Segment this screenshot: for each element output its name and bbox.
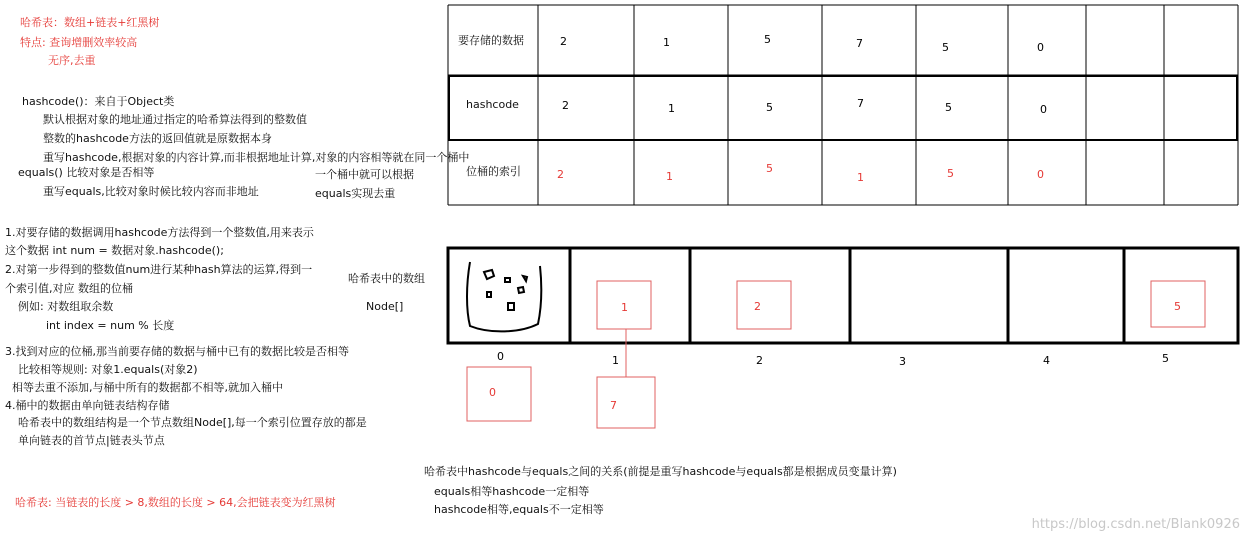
array-index: 2 <box>756 354 763 367</box>
array-label: 哈希表中的数组 <box>348 272 425 285</box>
step3-line3: 相等去重不添加,与桶中所有的数据都不相等,就加入桶中 <box>12 381 283 394</box>
step2-code: int index = num % 长度 <box>46 319 175 332</box>
node-boxes <box>467 281 1205 428</box>
data-cell: 0 <box>1037 41 1044 54</box>
index-cell: 5 <box>766 162 773 175</box>
index-cell: 2 <box>557 168 564 181</box>
equals-dedup-note: equals实现去重 <box>315 187 396 200</box>
data-cell: 2 <box>560 35 567 48</box>
step1-line2: 这个数据 int num = 数据对象.hashcode(); <box>5 244 224 257</box>
data-cell: 7 <box>856 37 863 50</box>
node-value: 1 <box>621 301 628 314</box>
hashcode-cell: 1 <box>668 102 675 115</box>
node-array-frame <box>448 248 1238 343</box>
same-bucket-note: 一个桶中就可以根据 <box>315 168 414 181</box>
hashcode-line2: 整数的hashcode方法的返回值就是原数据本身 <box>43 132 272 145</box>
array-index: 5 <box>1162 352 1169 365</box>
array-index: 1 <box>612 354 619 367</box>
node-box-2 <box>737 281 791 329</box>
hashcode-cell: 0 <box>1040 103 1047 116</box>
override-hashcode-note: 重写hashcode,根据对象的内容计算,而非根据地址计算,对象的内容相等就在同一个桶中 <box>43 151 470 164</box>
override-equals-note: 重写equals,比较对象时候比较内容而非地址 <box>43 185 259 198</box>
node-box-0 <box>467 367 531 421</box>
index-cell: 1 <box>666 170 673 183</box>
step3-line2: 比较相等规则: 对象1.equals(对象2) <box>18 363 198 376</box>
row-label-hashcode: hashcode <box>466 98 519 111</box>
step2-line1: 2.对第一步得到的整数值num进行某种hash算法的运算,得到一 <box>5 263 313 276</box>
step4-line1: 4.桶中的数据由单向链表结构存储 <box>5 399 170 412</box>
node-value: 5 <box>1174 300 1181 313</box>
data-cell: 5 <box>942 41 949 54</box>
row-label-index: 位桶的索引 <box>466 165 521 178</box>
node-box-7 <box>597 377 655 428</box>
node-value: 7 <box>610 399 617 412</box>
step2-line2: 个索引值,对应 数组的位桶 <box>5 282 133 295</box>
relation-title: 哈希表中hashcode与equals之间的关系(前提是重写hashcode与equals都是根据成员变量计算) <box>424 465 897 478</box>
features-label: 特点: 查询增删效率较高 <box>20 36 138 49</box>
index-cell: 1 <box>857 171 864 184</box>
array-type-label: Node[] <box>366 300 404 313</box>
relation-line2: hashcode相等,equals不一定相等 <box>434 503 604 516</box>
step1-line1: 1.对要存储的数据调用hashcode方法得到一个整数值,用来表示 <box>5 226 314 239</box>
node-value: 2 <box>754 300 761 313</box>
array-index: 0 <box>497 350 504 363</box>
step4-line2: 哈希表中的数组结构是一个节点数组Node[],每一个索引位置存放的都是 <box>18 416 367 429</box>
hashcode-line1: 默认根据对象的地址通过指定的哈希算法得到的整数值 <box>43 113 307 126</box>
step4-line3: 单向链表的首节点|链表头节点 <box>18 434 165 447</box>
node-value: 0 <box>489 386 496 399</box>
data-cell: 5 <box>764 33 771 46</box>
array-index: 3 <box>899 355 906 368</box>
index-cell: 5 <box>947 167 954 180</box>
row-label-data: 要存储的数据 <box>458 34 524 47</box>
watermark: https://blog.csdn.net/Blank0926 <box>1031 517 1240 532</box>
hashcode-cell: 5 <box>766 101 773 114</box>
hashcode-cell: 7 <box>857 97 864 110</box>
treeify-note: 哈希表: 当链表的长度 > 8,数组的长度 > 64,会把链表变为红黑树 <box>15 496 336 509</box>
step2-example: 例如: 对数组取余数 <box>18 300 114 313</box>
hashcode-cell: 2 <box>562 99 569 112</box>
data-cell: 1 <box>663 36 670 49</box>
scribble-bucket-icon <box>467 262 541 331</box>
hashcode-cell: 5 <box>945 101 952 114</box>
hash-table-title: 哈希表：数组+链表+红黑树 <box>20 16 160 29</box>
features-extra: 无序,去重 <box>48 54 96 67</box>
relation-line1: equals相等hashcode一定相等 <box>434 485 590 498</box>
index-cell: 0 <box>1037 168 1044 181</box>
step3-line1: 3.找到对应的位桶,那当前要存储的数据与桶中已有的数据比较是否相等 <box>5 345 349 358</box>
equals-compare-note: equals() 比较对象是否相等 <box>18 166 155 179</box>
array-index: 4 <box>1043 354 1050 367</box>
hashcode-title: hashcode()：来自于Object类 <box>22 95 175 108</box>
